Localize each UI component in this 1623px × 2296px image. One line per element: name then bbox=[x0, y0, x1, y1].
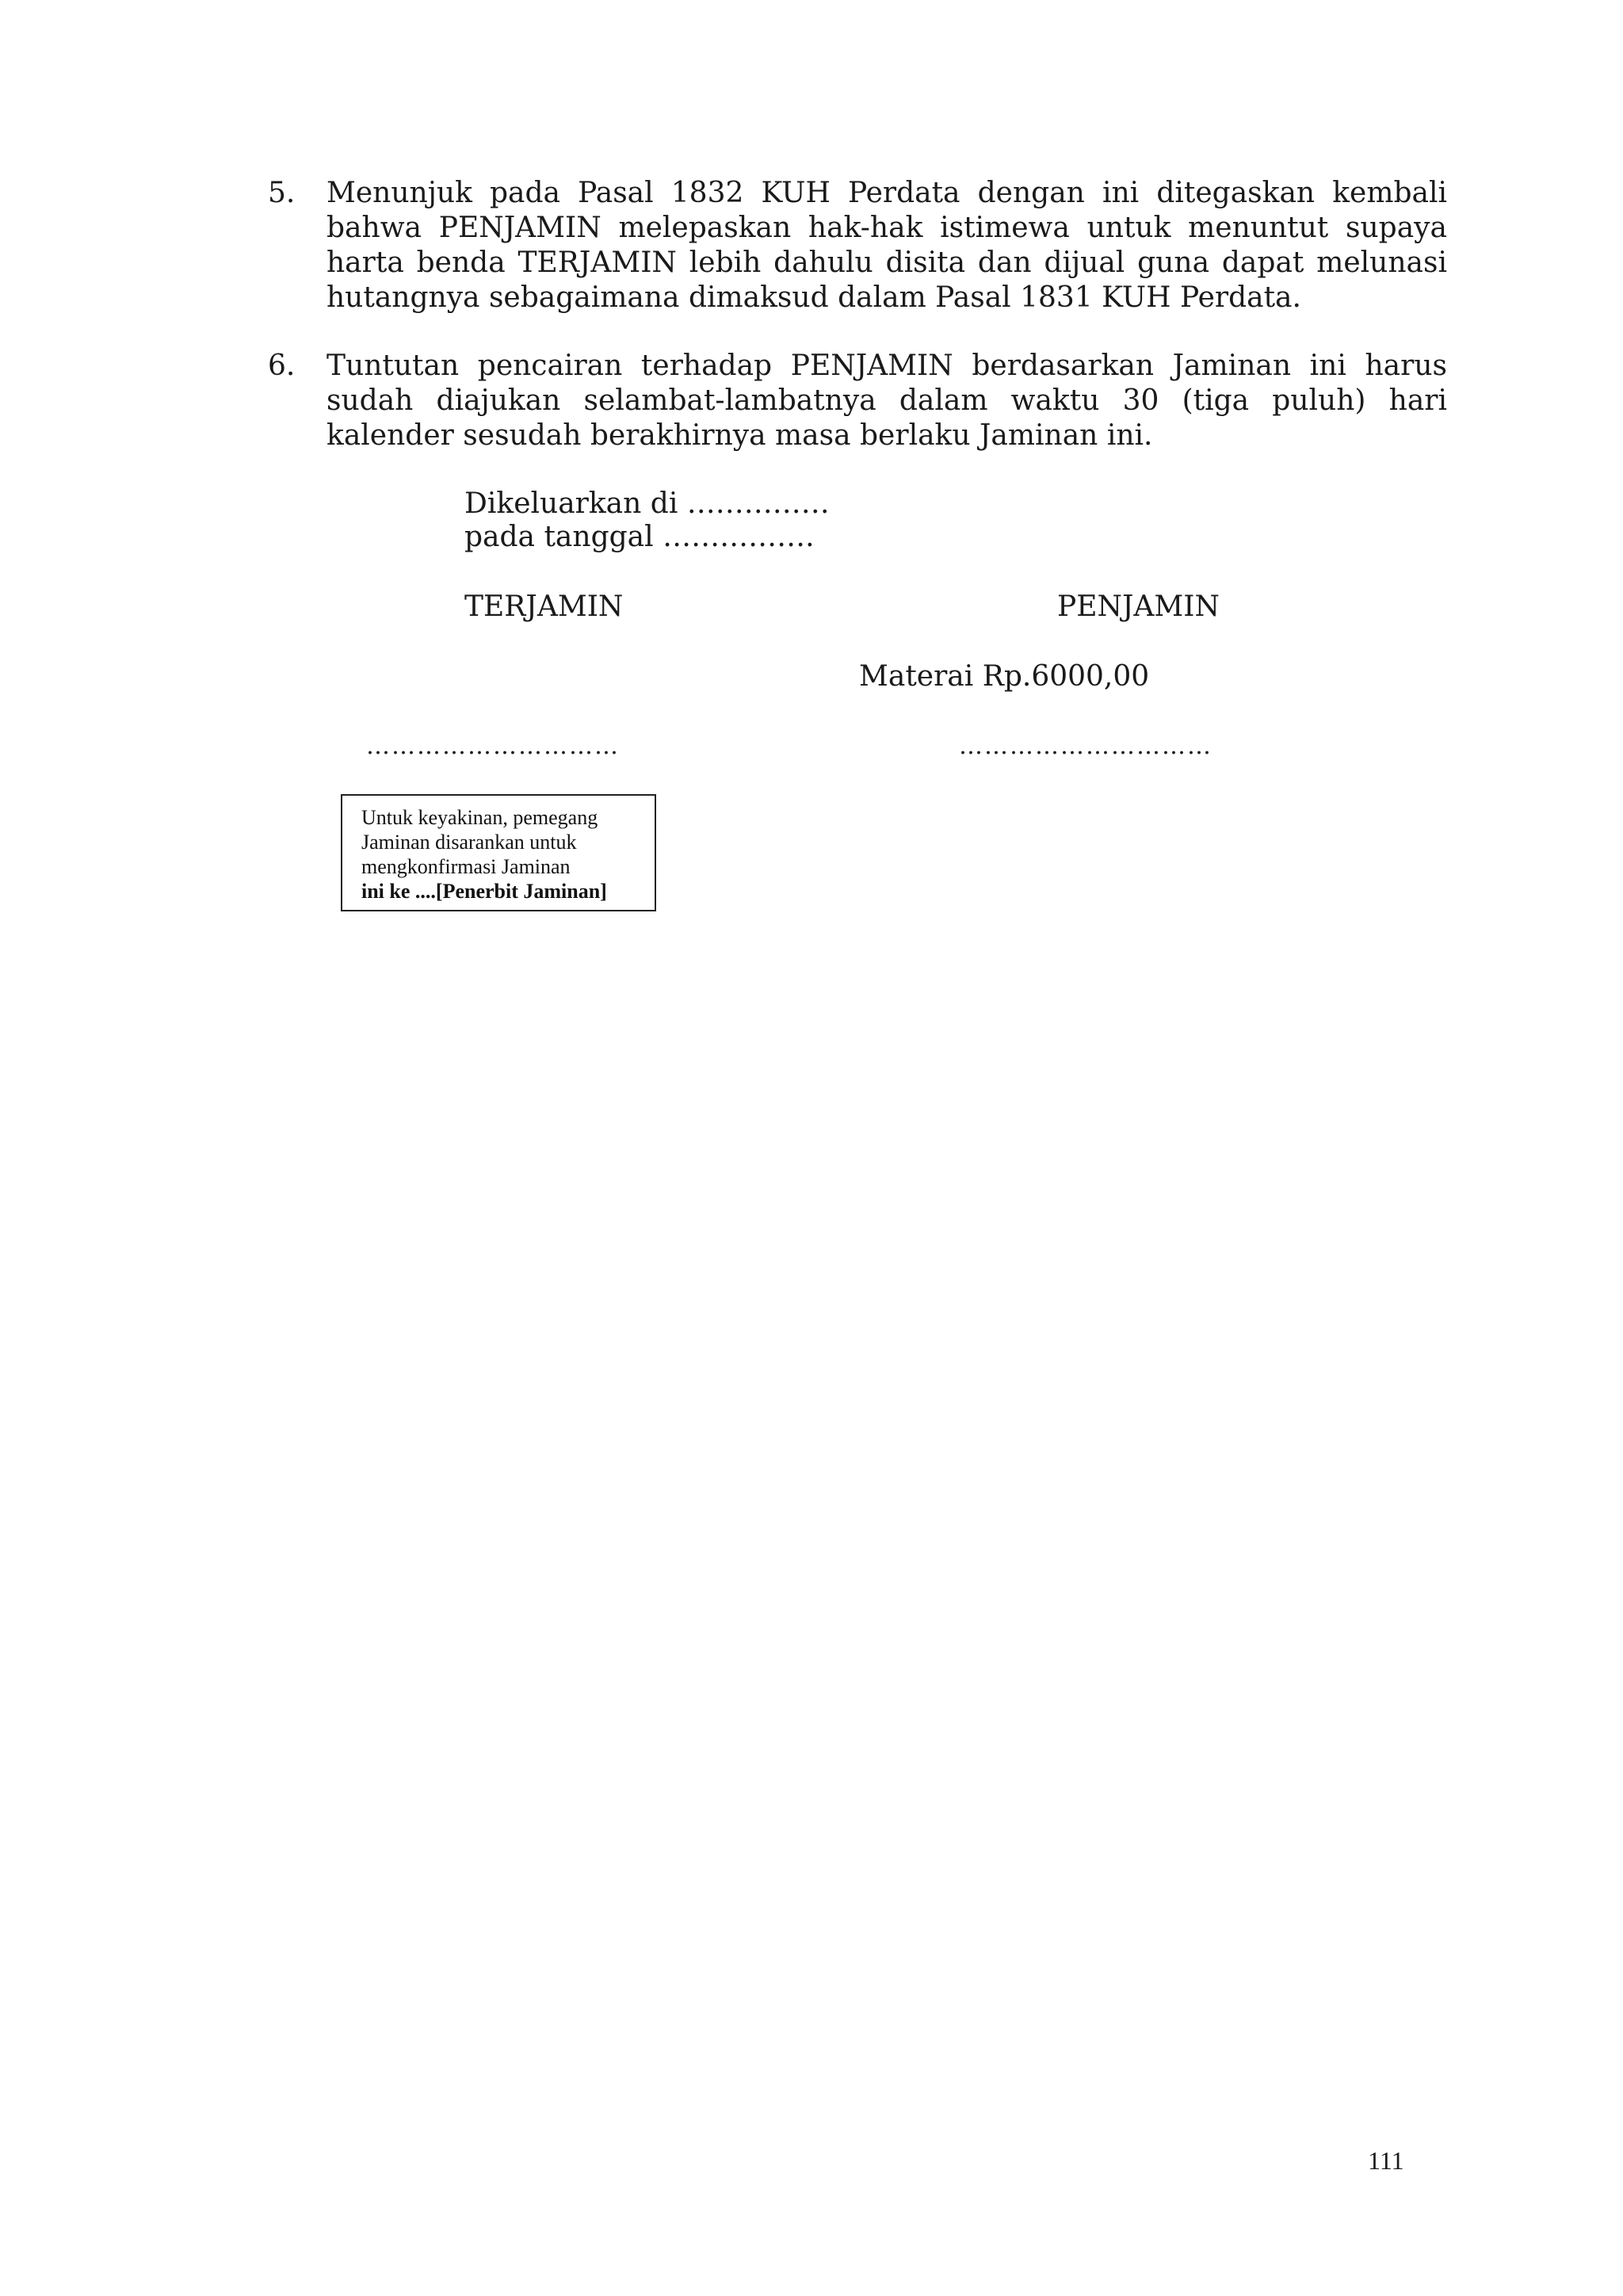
issued-place: Dikeluarkan di …………… bbox=[464, 487, 830, 520]
note-line-bold: ini ke ....[Penerbit Jaminan] bbox=[361, 880, 607, 903]
terjamin-signature-line: ………………………… bbox=[366, 732, 620, 760]
note-line: Untuk keyakinan, pemegang bbox=[361, 806, 598, 829]
penjamin-label: PENJAMIN bbox=[1057, 590, 1220, 623]
stamp-duty-text: Materai Rp.6000,00 bbox=[859, 660, 1150, 693]
issued-date: pada tanggal ……………. bbox=[464, 521, 815, 553]
clause-number: 5. bbox=[268, 177, 296, 209]
note-line: mengkonfirmasi Jaminan bbox=[361, 855, 571, 878]
clause-text: Tuntutan pencairan terhadap PENJAMIN berdasarkan Jaminan ini harus sudah diajukan selambat-lambatnya dalam waktu 30 (tiga puluh) hari kalender sesudah berakhirnya masa berlaku Jaminan ini. bbox=[327, 350, 1447, 452]
clause-5 bbox=[268, 176, 1447, 315]
terjamin-label: TERJAMIN bbox=[464, 590, 624, 623]
page-number: 111 bbox=[1368, 2146, 1404, 2175]
clause-6 bbox=[268, 349, 1447, 453]
penjamin-signature-line: ………………………… bbox=[959, 732, 1212, 760]
clause-number: 6. bbox=[268, 350, 296, 382]
confirmation-note-box bbox=[341, 794, 656, 911]
note-line: Jaminan disarankan untuk bbox=[361, 831, 577, 854]
clause-text: Menunjuk pada Pasal 1832 KUH Perdata dengan ini ditegaskan kembali bahwa PENJAMIN melepaskan hak-hak istimewa untuk menuntut supaya harta benda TERJAMIN lebih dahulu disita dan dijual guna dapat melunasi hutangnya sebagaimana dimaksud dalam Pasal 1831 KUH Perdata. bbox=[327, 177, 1447, 314]
